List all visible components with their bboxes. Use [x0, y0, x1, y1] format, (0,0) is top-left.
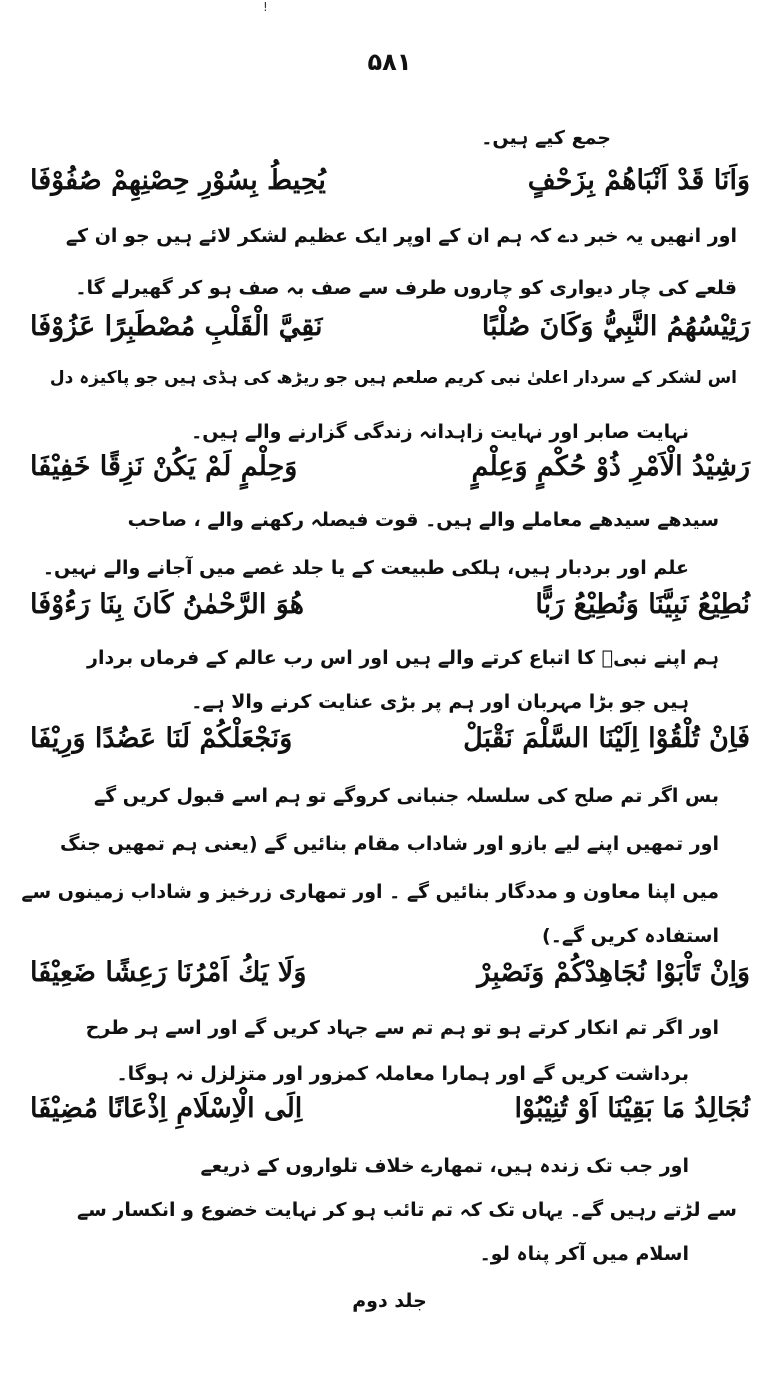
verse-2 — [30, 310, 750, 350]
verse-3-first-hemistich: رَشِيْدُ الْاَمْرِ ذُوْ حُكْمٍ وَعِلْمٍ — [471, 451, 750, 482]
verse-5 — [30, 722, 750, 762]
verse-7 — [30, 1092, 750, 1132]
verse-1-second-hemistich: يُحِيطُ بِسُوْرِ حِصْنِهِمْ صُفُوْفَا — [30, 165, 326, 196]
intro-text: جمع کیے ہیں۔ — [481, 127, 611, 149]
verse-1-first-hemistich: وَاَنَا قَدْ اَنْبَاهُمْ بِزَحْفٍ — [527, 165, 750, 196]
translation-2-line-2: نہایت صابر اور نہایت زاہدانہ زندگی گزارنے والے ہیں۔ — [191, 421, 689, 443]
top-mark: ! — [263, 0, 268, 14]
page-number: ۵۸۱ — [367, 48, 412, 76]
translation-7-line-2: سے لڑتے رہیں گے۔ یہاں تک کہ تم تائب ہو کر نہایت خضوع و انکسار سے — [76, 1199, 737, 1221]
translation-3-line-1: سیدھے سیدھے معاملے والے ہیں۔ قوت فیصلہ رکھنے والے ، صاحب — [127, 509, 719, 531]
translation-4-line-2: ہیں جو بڑا مہربان اور ہم پر بڑی عنایت کرنے والا ہے۔ — [191, 691, 689, 713]
verse-6-second-hemistich: وَلَا يَكُ اَمْرُنَا رَعِشًا ضَعِيْفَا — [30, 957, 307, 988]
translation-5-line-1: بس اگر تم صلح کی سلسلہ جنبانی کروگے تو ہم اسے قبول کریں گے — [94, 785, 719, 807]
verse-7-second-hemistich: اِلَى الْاِسْلَامِ اِذْعَانًا مُضِيْفَا — [30, 1093, 303, 1124]
verse-6 — [30, 956, 750, 996]
verse-4 — [30, 588, 750, 628]
verse-6-first-hemistich: وَاِنْ تَاْبَوْا نُجَاهِدْكُمْ وَنَصْبِرْ — [477, 957, 750, 988]
translation-5-line-2: اور تمھیں اپنے لیے بازو اور شاداب مقام بنائیں گے (یعنی ہم تمھیں جنگ — [60, 833, 719, 855]
translation-2-line-1: اس لشکر کے سردار اعلیٰ نبی کریم صلعم ہیں جو ریڑھ کی ہڈی ہیں جو پاکیزہ دل — [49, 368, 737, 388]
translation-6-line-2: برداشت کریں گے اور ہمارا معاملہ کمزور اور متزلزل نہ ہوگا۔ — [116, 1063, 689, 1085]
verse-2-first-hemistich: رَئِيْسُهُمُ النَّبِيُّ وَكَانَ صُلْبًا — [481, 311, 750, 342]
translation-1-line-1: اور انھیں یہ خبر دے کہ ہم ان کے اوپر ایک عظیم لشکر لائے ہیں جو ان کے — [65, 225, 737, 247]
translation-7-line-3: اسلام میں آکر پناہ لو۔ — [479, 1243, 689, 1265]
verse-2-second-hemistich: نَقِيَّ الْقَلْبِ مُصْطَبِرًا عَزُوْفَا — [30, 311, 323, 342]
translation-5-line-4: استفادہ کریں گے۔) — [542, 925, 719, 947]
verse-4-second-hemistich: هُوَ الرَّحْمٰنُ كَانَ بِنَا رَءُوْفَا — [30, 589, 304, 620]
translation-4-line-1: ہم اپنے نبیؐ کا اتباع کرتے والے ہیں اور اس رب عالم کے فرماں بردار — [87, 647, 719, 669]
verse-1 — [30, 164, 750, 204]
volume-footer: جلد دوم — [352, 1290, 427, 1312]
translation-7-line-1: اور جب تک زندہ ہیں، تمھارے خلاف تلواروں کے ذریعے — [200, 1155, 689, 1177]
verse-5-first-hemistich: فَاِنْ تُلْقُوْا اِلَيْنَا السَّلْمَ نَقْبَلْ — [463, 723, 750, 754]
verse-3 — [30, 450, 750, 490]
verse-4-first-hemistich: نُطِيْعُ نَبِيَّنَا وَنُطِيْعُ رَبًّا — [535, 589, 750, 620]
translation-3-line-2: علم اور بردبار ہیں، ہلکی طبیعت کے یا جلد غصے میں آجانے والے نہیں۔ — [42, 557, 689, 579]
verse-5-second-hemistich: وَنَجْعَلْكُمْ لَنَا عَضُدًا وَرِيْفَا — [30, 723, 293, 754]
translation-5-line-3: میں اپنا معاون و مددگار بنائیں گے ۔ اور تمھاری زرخیز و شاداب زمینوں سے — [21, 881, 719, 903]
verse-3-second-hemistich: وَحِلْمٍ لَمْ يَكُنْ نَزِقًا خَفِيْفَا — [30, 451, 298, 482]
translation-6-line-1: اور اگر تم انکار کرتے ہو تو ہم تم سے جہاد کریں گے اور اسے ہر طرح — [85, 1017, 719, 1039]
verse-7-first-hemistich: نُجَالِدُ مَا بَقِيْنَا اَوْ تُنِيْبُوْا — [514, 1093, 750, 1124]
translation-1-line-2: قلعے کی چار دیواری کو چاروں طرف سے صف بہ صف ہو کر گھیرلے گا۔ — [75, 277, 737, 299]
